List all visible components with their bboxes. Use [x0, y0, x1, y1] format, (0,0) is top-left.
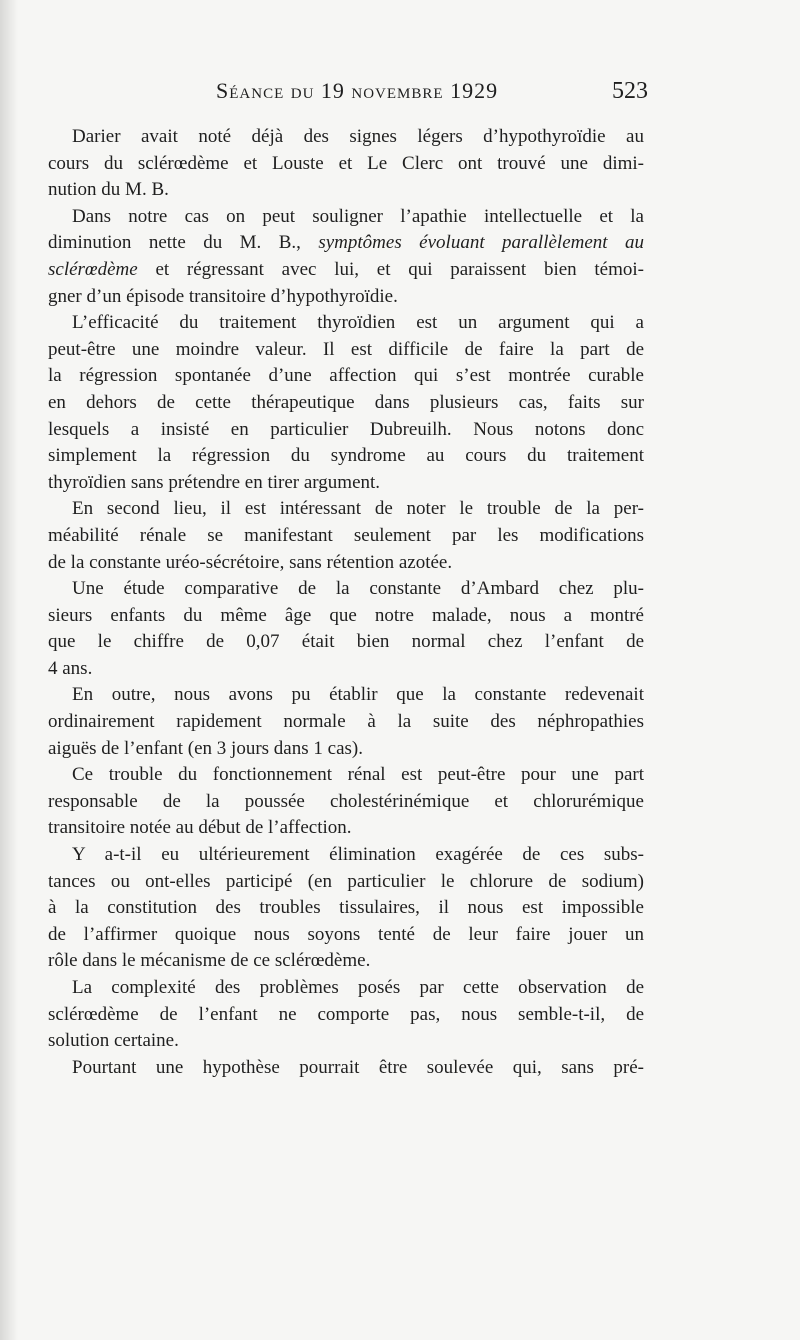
- text-line: Dans notre cas on peut souligner l’apathie intellectuelle et la: [72, 205, 644, 227]
- text-line: Ce trouble du fonctionnement rénal est peut-être pour une part: [72, 764, 644, 786]
- italic-phrase: symptômes évoluant parallèlement au: [318, 232, 644, 254]
- page-number: 523: [612, 78, 648, 104]
- text-line: simplement la régression du syndrome au cours du traitement: [48, 445, 644, 467]
- text-line: en dehors de cette thérapeutique dans plusieurs cas, faits sur: [48, 391, 644, 413]
- text-line: à la constitution des troubles tissulaires, il nous est impossible: [48, 897, 644, 919]
- paragraph: [48, 1055, 644, 1082]
- paragraph: [48, 975, 644, 1055]
- paragraph: [48, 762, 644, 842]
- text-line: La complexité des problèmes posés par cette observation de: [72, 977, 644, 998]
- text-line: cours du sclérœdème et Louste et Le Clerc ont trouvé une dimi-: [48, 152, 644, 174]
- italic-phrase: sclérœdème: [48, 258, 138, 280]
- text-line: que le chiffre de 0,07 était bien normal chez l’enfant de: [48, 631, 644, 653]
- paragraph: [48, 842, 644, 975]
- text-line: de l’affirmer quoique nous soyons tenté de leur faire jouer un: [48, 923, 644, 945]
- text-segment: diminution nette du M. B.,: [48, 232, 301, 254]
- text-line: En outre, nous avons pu établir que la constante redevenait: [72, 684, 644, 706]
- text-line: sieurs enfants du même âge que notre malade, nous a montré: [48, 604, 644, 626]
- text-line: tances ou ont-elles participé (en particulier le chlorure de sodium): [48, 870, 644, 892]
- text-line: Y a-t-il eu ultérieurement élimination exagérée de ces subs-: [72, 844, 644, 866]
- text-line: peut-être une moindre valeur. Il est difficile de faire la part de: [48, 338, 644, 360]
- text-line: sclérœdème de l’enfant ne comporte pas, nous semble-t-il, de: [48, 1003, 644, 1025]
- paragraph: [48, 576, 644, 682]
- text-line: nution du M. B.: [48, 179, 169, 201]
- text-line: [48, 230, 644, 257]
- text-line: [48, 257, 644, 284]
- text-line: thyroïdien sans prétendre en tirer argument.: [48, 471, 381, 493]
- text-line: lesquels a insisté en particulier Dubreuilh. Nous notons donc: [48, 418, 644, 440]
- paragraph: [48, 124, 644, 204]
- paragraph: [48, 310, 644, 496]
- text-line: Darier avait noté déjà des signes légers d’hypothyroïdie au: [72, 126, 644, 147]
- text-line: En second lieu, il est intéressant de noter le trouble de la per-: [72, 498, 644, 520]
- page-header: [0, 78, 800, 112]
- running-title: Séance du 19 novembre 1929: [216, 78, 499, 103]
- text-line: Une étude comparative de la constante d’Ambard chez plu-: [72, 578, 644, 600]
- text-line: solution certaine.: [48, 1030, 179, 1052]
- text-segment: et régressant avec lui, et qui paraissent bien témoi-: [155, 258, 644, 280]
- text-line: responsable de la poussée cholestérinémique et chlorurémique: [48, 790, 644, 812]
- paragraph: [48, 682, 644, 762]
- text-line: de la constante uréo-sécrétoire, sans rétention azotée.: [48, 551, 453, 573]
- text-line: transitoire notée au début de l’affection.: [48, 817, 352, 839]
- text-line: Pourtant une hypothèse pourrait être soulevée qui, sans pré-: [72, 1056, 644, 1078]
- text-line: 4 ans.: [48, 657, 93, 679]
- body-text: [48, 124, 644, 1081]
- page-gutter-shadow: [0, 0, 18, 1340]
- text-line: gner d’un épisode transitoire d’hypothyroïdie.: [48, 285, 398, 307]
- paragraph: [48, 204, 644, 310]
- text-line: ordinairement rapidement normale à la suite des néphropathies: [48, 711, 644, 733]
- text-line: méabilité rénale se manifestant seulement par les modifications: [48, 524, 644, 546]
- text-line: aiguës de l’enfant (en 3 jours dans 1 cas).: [48, 737, 363, 759]
- paragraph: [48, 496, 644, 576]
- text-line: L’efficacité du traitement thyroïdien est un argument qui a: [72, 312, 644, 334]
- text-line: rôle dans le mécanisme de ce sclérœdème.: [48, 950, 371, 972]
- text-line: la régression spontanée d’une affection qui s’est montrée curable: [48, 365, 644, 387]
